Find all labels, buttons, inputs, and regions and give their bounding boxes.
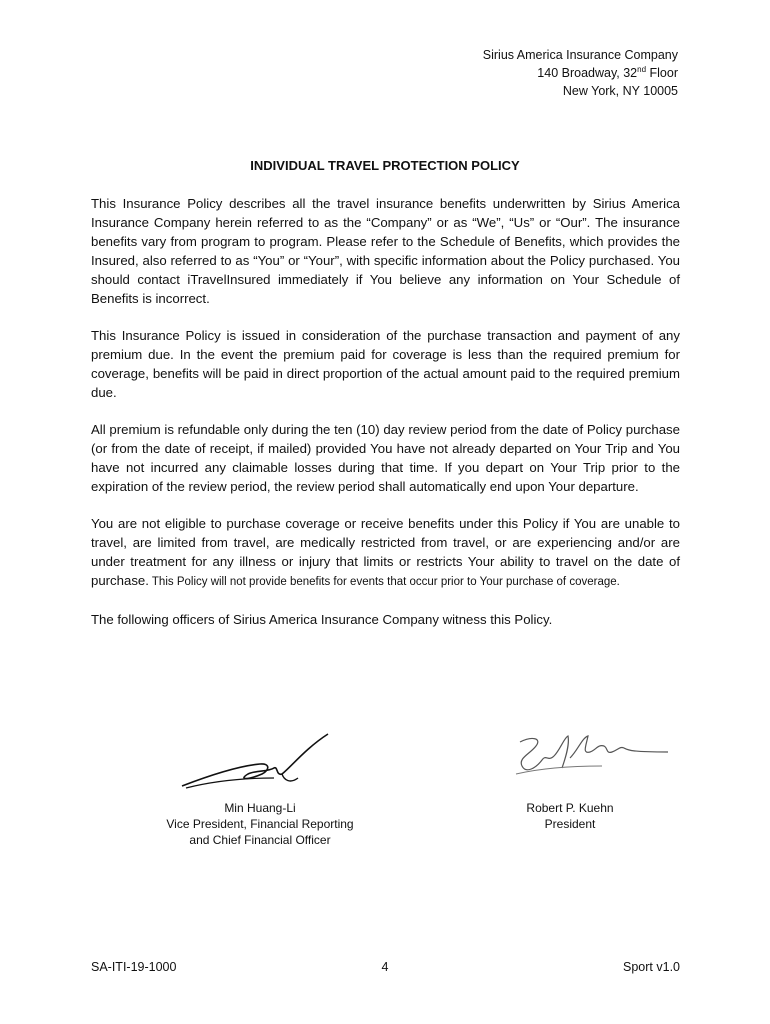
signatory-block-1 [150, 800, 370, 848]
signatory-name: Min Huang-Li [224, 801, 296, 815]
signatory-block-2 [490, 800, 650, 832]
paragraph-consideration: This Insurance Policy is issued in consideration of the purchase transaction and payment of any premium due. In the event the premium paid for coverage is less than the required premium for coverage, benefits will be paid in direct proportion of the actual amount paid to the required premium due. [91, 328, 680, 400]
company-name: Sirius America Insurance Company [482, 48, 678, 62]
policy-body [91, 194, 680, 647]
signature-robert-kuehn [512, 728, 672, 780]
footer-form-number: SA-ITI-19-1000 [91, 960, 177, 974]
paragraph-intro: This Insurance Policy describes all the travel insurance benefits underwritten by Sirius America Insurance Company herein referred to as the “Company” or as “We”, “Us” or “Our”. The insurance benefits vary from program to program. Please refer to the Schedule of Benefits, which provides the Insured, also referred to as “You” or “Your”, with specific information about the Policy purchased. You should contact iTravelInsured immediately if You believe any information on Your Schedule of Benefits is incorrect. [91, 196, 680, 306]
paragraph-refund: All premium is refundable only during the ten (10) day review period from the date of Policy purchase (or from the date of receipt, if mailed) provided You have not already departed on Your Trip and You have not incurred any claimable losses during that time. If you depart on Your Trip prior to the expiration of the review period, the review period shall automatically end upon Your departure. [91, 422, 680, 494]
signature-min-huang-li [178, 728, 338, 792]
signatory-name: Robert P. Kuehn [526, 801, 614, 815]
signatory-title-line2: and Chief Financial Officer [189, 833, 331, 847]
footer-page-number: 4 [381, 960, 389, 974]
signatory-title: Vice President, Financial Reporting [166, 817, 354, 831]
company-city: New York, NY 10005 [562, 84, 678, 98]
paragraph-witness: The following officers of Sirius America Insurance Company witness this Policy. [91, 612, 553, 627]
document-title: INDIVIDUAL TRAVEL PROTECTION POLICY [250, 158, 520, 173]
company-street: 140 Broadway, 32nd Floor [537, 64, 678, 80]
footer-version: Sport v1.0 [623, 960, 680, 974]
signatory-title: President [544, 817, 596, 831]
company-address [483, 46, 678, 100]
paragraph-eligibility: You are not eligible to purchase coverage or receive benefits under this Policy if You are unable to travel, are limited from travel, are medically restricted from travel, or are experiencing and/or are under treatment for any illness or injury that limits or restricts Your ability to travel on the date of purchase. This Policy will not provide benefits for events that occur prior to Your purchase of coverage. [91, 516, 680, 588]
